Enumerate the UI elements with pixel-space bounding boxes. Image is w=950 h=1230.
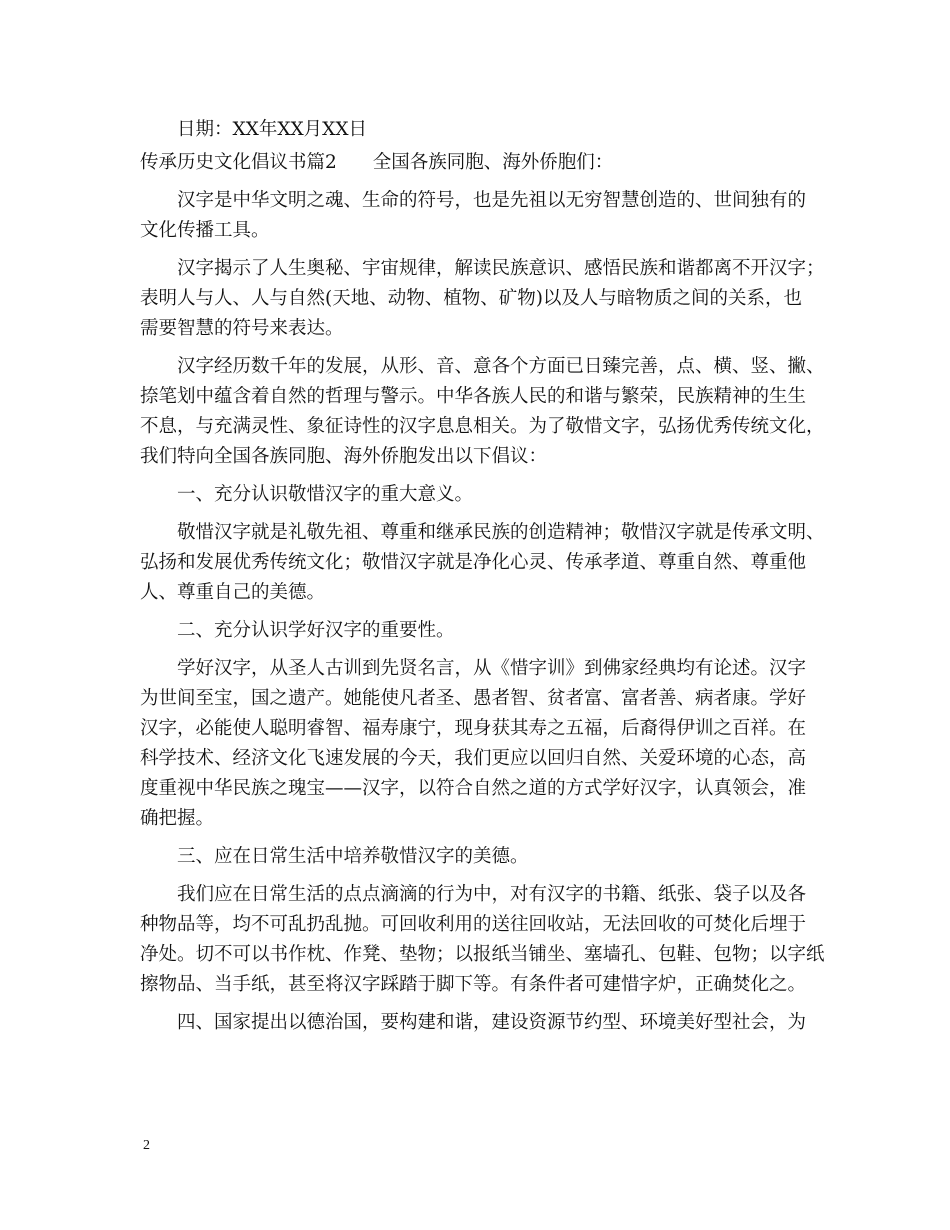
paragraph-line: 不息，与充满灵性、象征诗性的汉字息息相关。为了敬惜文字，弘扬优秀传统文化， xyxy=(140,416,825,437)
paragraph-line: 我们特向全国各族同胞、海外侨胞发出以下倡议： xyxy=(140,446,548,467)
paragraph-first-line: 敬惜汉字就是礼敬先祖、尊重和继承民族的创造精神；敬惜汉字就是传承文明、 xyxy=(177,522,825,543)
paragraph-first-line: 我们应在日常生活的点点滴滴的行为中，对有汉字的书籍、纸张、袋子以及各 xyxy=(177,884,807,905)
paragraph-first-line: 三、应在日常生活中培养敬惜汉字的美德。 xyxy=(177,846,529,867)
paragraph-first-line: 汉字经历数千年的发展，从形、音、意各个方面已日臻完善，点、横、竖、撇、 xyxy=(177,356,825,377)
paragraph-line: 汉字，必能使人聪明睿智、福寿康宁，现身获其寿之五福，后裔得伊训之百祥。在 xyxy=(140,718,807,739)
heading-line xyxy=(140,148,816,178)
paragraph-line: 捺笔划中蕴含着自然的哲理与警示。中华各族人民的和谐与繁荣，民族精神的生生 xyxy=(140,386,807,407)
document-body xyxy=(140,115,825,1038)
paragraph-line: 擦物品、当手纸，甚至将汉字踩踏于脚下等。有条件者可建惜字炉，正确焚化之。 xyxy=(140,974,807,995)
document-heading: 传承历史文化倡议书篇2 xyxy=(140,152,337,173)
paragraph-line: 种物品等，均不可乱扔乱抛。可回收利用的送往回收站，无法回收的可焚化后埋于 xyxy=(140,914,807,935)
paragraph-first-line: 汉字是中华文明之魂、生命的符号，也是先祖以无穷智慧创造的、世间独有的 xyxy=(177,190,807,211)
paragraph-first-line: 二、充分认识学好汉字的重要性。 xyxy=(177,620,455,641)
paragraph-line: 度重视中华民族之瑰宝——汉字，以符合自然之道的方式学好汉字，认真领会，准 xyxy=(140,778,807,799)
paragraph-line: 确把握。 xyxy=(140,808,215,829)
paragraph-line: 为世间至宝，国之遗产。她能使凡者圣、愚者智、贫者富、富者善、病者康。学好 xyxy=(140,688,807,709)
page-number: 2 xyxy=(143,1138,150,1153)
paragraphs xyxy=(140,186,825,1038)
paragraph-first-line: 一、充分认识敬惜汉字的重大意义。 xyxy=(177,484,474,505)
paragraph-line: 科学技术、经济文化飞速发展的今天，我们更应以回归自然、关爱环境的心态，高 xyxy=(140,748,807,769)
paragraph-first-line: 汉字揭示了人生奥秘、宇宙规律，解读民族意识、感悟民族和谐都离不开汉字； xyxy=(177,258,825,279)
paragraph-line: 净处。切不可以书作枕、作凳、垫物；以报纸当铺坐、塞墙孔、包鞋、包物；以字纸 xyxy=(140,944,825,965)
paragraph-first-line: 四、国家提出以德治国，要构建和谐，建设资源节约型、环境美好型社会，为 xyxy=(177,1012,807,1033)
paragraph-line: 弘扬和发展优秀传统文化；敬惜汉字就是净化心灵、传承孝道、尊重自然、尊重他 xyxy=(140,552,807,573)
paragraph-line: 需要智慧的符号来表达。 xyxy=(140,318,344,339)
date-line: 日期：XX年XX月XX日 xyxy=(177,119,368,140)
paragraph-first-line: 学好汉字，从圣人古训到先贤名言，从《惜字训》到佛家经典均有论述。汉字 xyxy=(177,658,807,679)
paragraph-line: 人、尊重自己的美德。 xyxy=(140,582,326,603)
salutation: 全国各族同胞、海外侨胞们： xyxy=(372,152,614,173)
paragraph-line: 文化传播工具。 xyxy=(140,220,270,241)
paragraph-line: 表明人与人、人与自然(天地、动物、植物、矿物)以及人与暗物质之间的关系，也 xyxy=(140,288,802,309)
